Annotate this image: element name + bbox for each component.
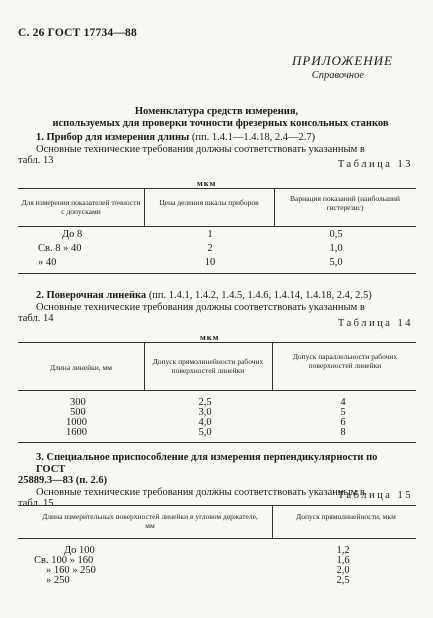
table13-header-range: Для измерения показателей точности с допусками [21, 198, 141, 216]
table14-row4-straightness: 5,0 [198, 427, 212, 438]
table15-row1-length: До 100 [64, 545, 95, 556]
table13-row3-range: » 40 [38, 257, 57, 268]
section3-req-line2: табл. 15 [18, 498, 54, 509]
table13-caption: Таблица 13 [337, 159, 413, 170]
section3-heading: 3. Специальное приспособление для измерения перпендикулярности по ГОСТ [36, 452, 378, 475]
table14-row4-length: 1600 [66, 427, 87, 438]
section2-heading-rest: (пп. 1.4.1, 1.4.2, 1.4.5, 1.4.6, 1.4.14, 1.4.18, 2.4, 2.5) [146, 290, 372, 301]
table14-row3-parallelism: 6 [340, 417, 346, 428]
table15-row1-tolerance: 1,2 [336, 545, 350, 556]
section2-req-line2: табл. 14 [18, 313, 54, 324]
table13-header-variation: Вариация показаний (наибольший гистерезис) [290, 194, 400, 212]
table13-row3-division: 10 [204, 257, 216, 268]
table14-header-straightness: Допуск прямолинейности рабочих поверхностей линейки [152, 357, 264, 375]
table15-header-tolerance: Допуск прямолинейности, мкм [296, 512, 396, 521]
section1-req-line2: табл. 13 [18, 155, 54, 166]
appendix-subtitle: Справочное [311, 70, 364, 81]
table14-row1-parallelism: 4 [340, 397, 346, 408]
table14-row2-parallelism: 5 [340, 407, 346, 418]
table13-row3-variation: 5,0 [329, 257, 343, 268]
table13-row1-division: 1 [207, 229, 213, 240]
table15-row3-tolerance: 2,0 [336, 565, 350, 576]
section1-heading-rest: (пп. 1.4.1—1.4.18, 2.4—2.7) [189, 132, 316, 143]
table14-row2-length: 500 [70, 407, 86, 418]
table14-row2-straightness: 3,0 [198, 407, 212, 418]
table15-row4-tolerance: 2,5 [336, 575, 350, 586]
table15-caption: Таблица 15 [337, 490, 413, 501]
page-header: С. 26 ГОСТ 17734—88 [18, 27, 137, 39]
table14-caption: Таблица 14 [337, 318, 413, 329]
doc-title-line1: Номенклатура средств измерения, [134, 106, 299, 117]
table13-header-division: Цена деления шкалы приборов [159, 198, 259, 207]
section2-heading: 2. Поверочная линейка [36, 290, 147, 301]
table15-header-length: Длина измерительных поверхностей линейки в угловом держателе, мм [42, 512, 258, 530]
table14-row3-straightness: 4,0 [198, 417, 212, 428]
table15-row4-length: » 250 [46, 575, 70, 586]
table13-row2-range: Св. 8 » 40 [38, 243, 82, 254]
table14-row1-length: 300 [70, 397, 86, 408]
section2-req-line1: Основные технические требования должны соответствовать указанным в [36, 301, 365, 313]
table15-row2-length: Св. 100 » 160 [34, 555, 94, 566]
table13-row1-variation: 0,5 [329, 229, 343, 240]
table13-row2-division: 2 [207, 243, 213, 254]
section1-heading: 1. Прибор для измерения длины [36, 132, 190, 143]
table15-row2-tolerance: 1,6 [336, 555, 350, 566]
section1-req-line1: Основные технические требования должны соответствовать указанным в [36, 143, 365, 155]
section3-req-line1: Основные технические требования должны соответствовать указанным в [36, 486, 365, 498]
table13-row1-range: До 8 [62, 229, 83, 240]
table13-unit: мкм [197, 178, 217, 188]
section3-heading-line2: 25889.3—83 (п. 2.6) [18, 475, 108, 486]
table14-row3-length: 1000 [66, 417, 87, 428]
appendix-title: ПРИЛОЖЕНИЕ [292, 53, 393, 68]
table14-row4-parallelism: 8 [340, 427, 346, 438]
table15-row3-length: » 160 » 250 [46, 565, 96, 576]
table14-header-length: Длина линейки, мм [49, 363, 113, 372]
table13-row2-variation: 1,0 [329, 243, 343, 254]
doc-title-line2: используемых для проверки точности фрезерных консольных станков [52, 118, 389, 129]
table14-header-parallelism: Допуск параллельности рабочих поверхностей линейки [292, 352, 398, 370]
table14-unit: мкм [200, 332, 220, 342]
table14-row1-straightness: 2,5 [198, 397, 212, 408]
